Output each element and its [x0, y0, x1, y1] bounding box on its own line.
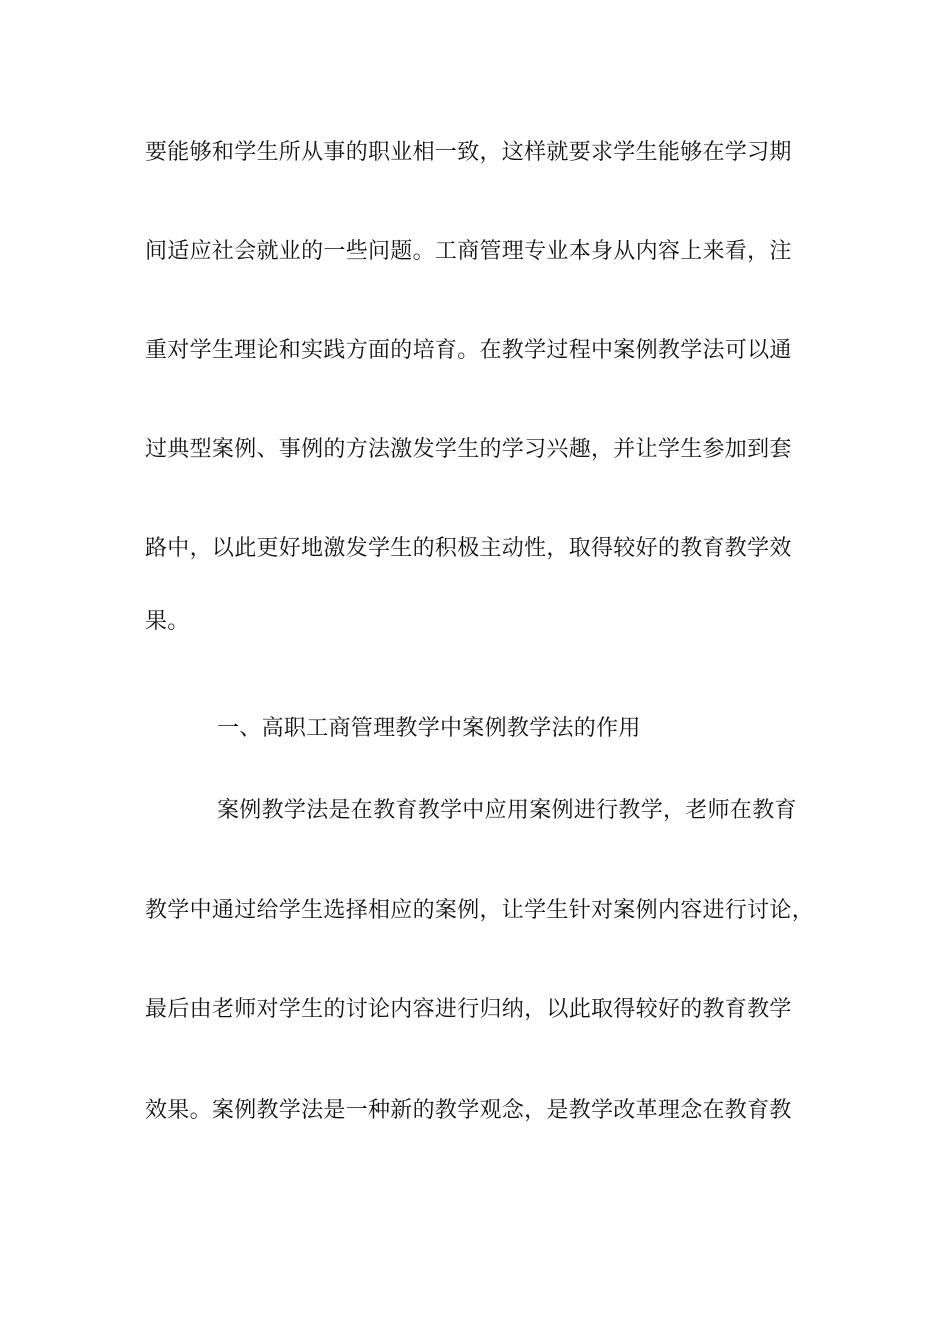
text-line: 间适应社会就业的一些问题。工商管理专业本身从内容上来看，注 [145, 239, 792, 264]
text-line: 重对学生理论和实践方面的培育。在教学过程中案例教学法可以通 [145, 338, 792, 363]
section-heading: 一、高职工商管理教学中案例教学法的作用 [217, 716, 641, 741]
text-line: 教学中通过给学生选择相应的案例，让学生针对案例内容进行讨论， [145, 898, 815, 923]
text-line: 最后由老师对学生的讨论内容进行归纳，以此取得较好的教育教学 [145, 997, 792, 1022]
text-line: 效果。案例教学法是一种新的教学观念，是教学改革理念在教育教 [145, 1098, 792, 1123]
text-line: 过典型案例、事例的方法激发学生的学习兴趣，并让学生参加到套 [145, 437, 792, 462]
text-line: 路中，以此更好地激发学生的积极主动性，取得较好的教育教学效 [145, 536, 792, 561]
text-line: 果。 [145, 609, 190, 634]
text-line: 要能够和学生所从事的职业相一致，这样就要求学生能够在学习期 [145, 140, 792, 165]
text-line: 案例教学法是在教育教学中应用案例进行教学，老师在教育 [217, 798, 797, 823]
